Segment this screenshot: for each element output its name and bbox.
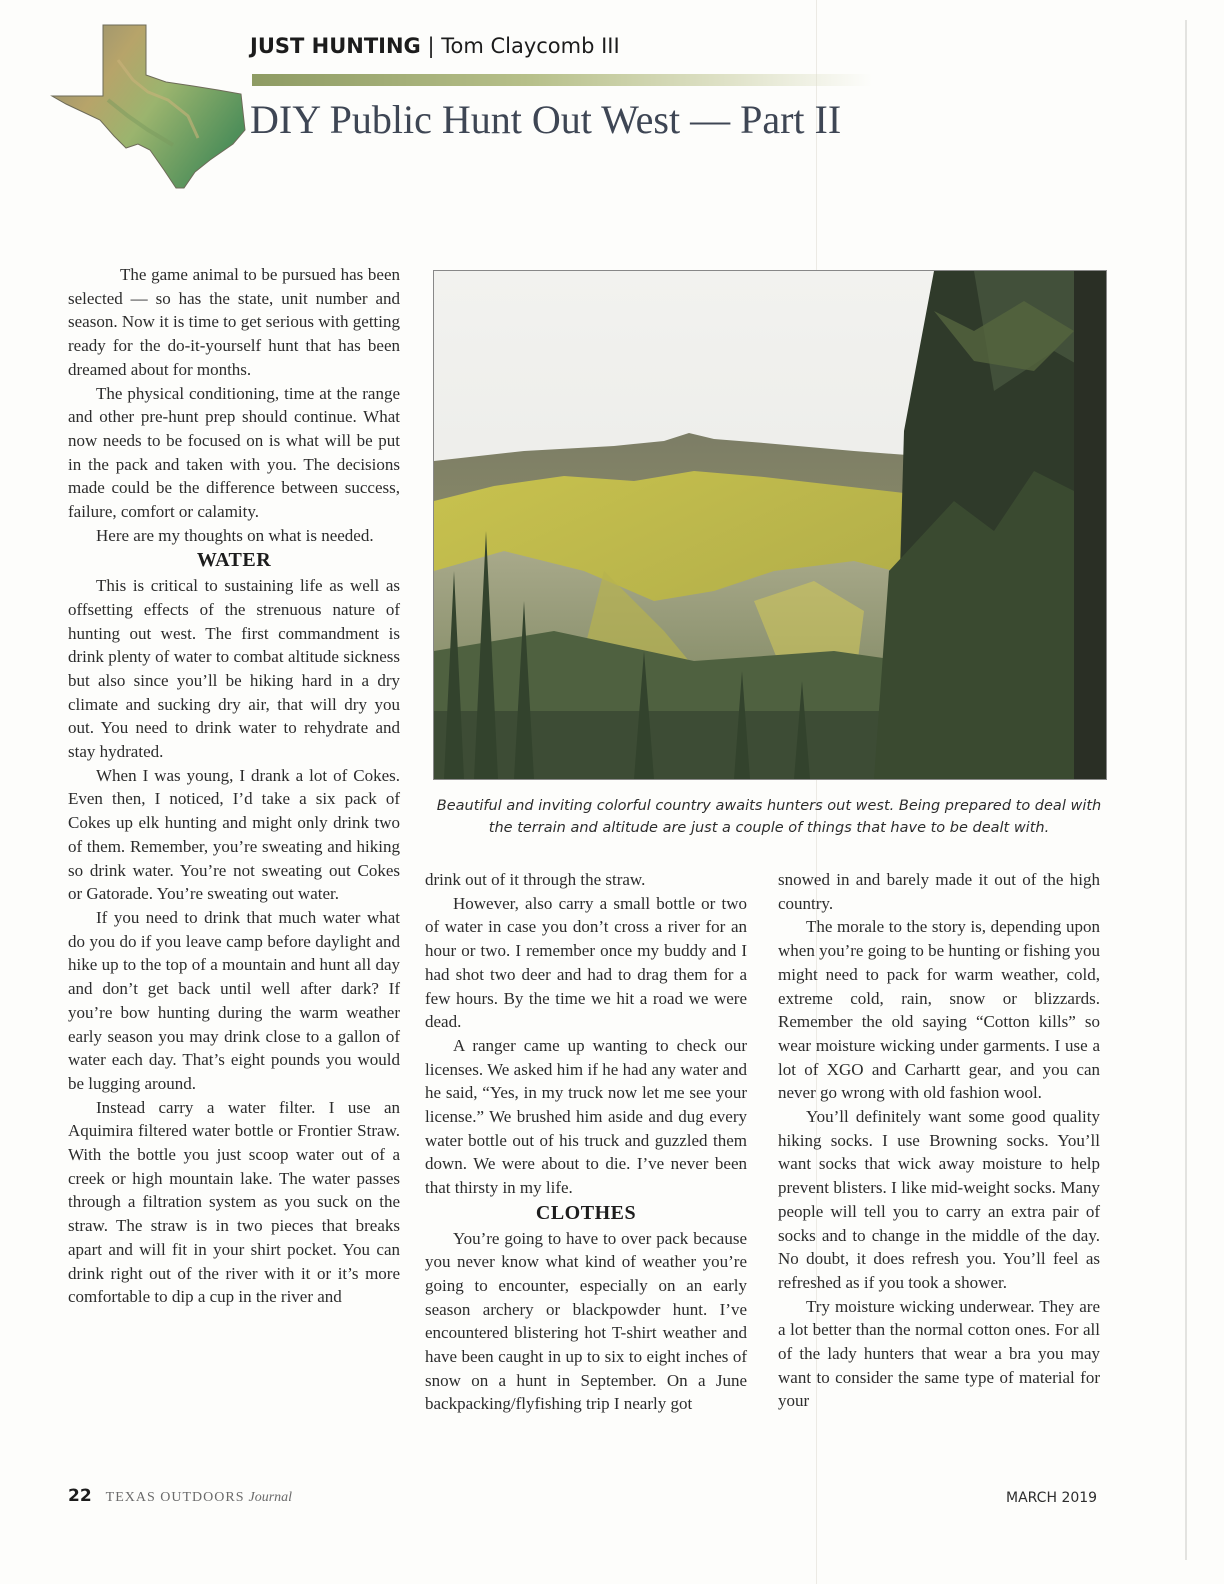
paragraph: The morale to the story is, depending upon when you’re going to be hunting or fishing you might need to pack for warm weather, cold, extreme cold, rain, snow or blizzards. Remember the old saying “Cotton kills” so wear moisture wicking under garments. I use a lot of XGO and Carhartt gear, and you can never go wrong with old fashion wool. — [778, 917, 1101, 1103]
paragraph: Try moisture wicking underwear. They are a lot better than the normal cotton ones. For all of the lady hunters that wear a bra you may want to consider the same type of material for your — [778, 1296, 1100, 1411]
paragraph: The game animal to be pursued has been selected — so has the state, unit number and season. Now it is time to get serious with getting ready for the do-it-yourself hunt that has been dreamed about for months. — [68, 265, 400, 379]
section-header — [250, 34, 620, 58]
publication-journal: Journal — [248, 1490, 293, 1505]
paragraph: You’ll definitely want some good quality hiking socks. I use Browning socks. You’ll want socks that wick away moisture to help prevent blisters. I like mid-weight socks. Many people will tell you to carry an extra pair of socks and to change in the middle of the day. No doubt, it does refresh you. You’ll feel as refreshed as if you took a shower. — [778, 1107, 1100, 1292]
subheading-clothes: CLOTHES — [535, 1201, 637, 1224]
paragraph: If you need to drink that much water what do you do if you leave camp before daylight and hike up to the top of a mountain and hunt all day and don’t get back until well after dark? If you’re bow hunting during the warm weather early season you may drink close to a gallon of water each day. That’s eight pounds you would be lugging around. — [68, 907, 400, 1093]
title-rule — [252, 74, 872, 86]
paragraph: This is critical to sustaining life as well as offsetting effects of the strenuous nature of hunting out west. The first commandment is drink plenty of water to combat altitude sickness but also since you’ll be hiking hard in a dry climate and sucking dry air, that will dry you out. You need to drink water to rehydrate and stay hydrated. — [68, 576, 400, 762]
paragraph: A ranger came up wanting to check our licenses. We asked him if he had any water and he said, “Yes, in my truck now let me see your license.” We brushed him aside and dug every water bottle out of his truck and guzzled them down. We were about to die. I’ve never been that thirsty in my life. — [425, 1035, 747, 1198]
paragraph: snowed in and barely made it out of the high country. — [778, 870, 1100, 913]
article-title: DIY Public Hunt Out West — Part II — [250, 97, 842, 142]
paragraph: You’re going to have to over pack because you never know what kind of weather you’re going to encounter, especially on an early season archery or blackpowder hunt. I’ve encountered blistering hot T-shirt weather and have been caught in up to six to eight inches of snow on a hunt in September. On a June backpacking/flyfishing trip I nearly got — [425, 1228, 747, 1414]
paragraph: Instead carry a water filter. I use an Aquimira filtered water bottle or Frontier Straw. With the bottle you just scoop water out of a creek or high mountain lake. The water passes through a filtration system as you suck on the straw. The straw is in two pieces that breaks apart and will fit in your shirt pocket. You can drink right out of the river with it or it’s more comfortable to dip a cup in the river and — [68, 1097, 400, 1307]
paragraph: drink out of it through the straw. — [425, 870, 646, 889]
article-column-1 — [68, 263, 400, 1309]
article-column-3 — [778, 868, 1100, 1413]
article-column-2 — [425, 868, 747, 1416]
paragraph: The physical conditioning, time at the range and other pre-hunt prep should continue. What now needs to be focused on is what will be put in the pack and taken with you. The decisions made could be the difference between success, failure, comfort or calamity. — [68, 383, 400, 522]
publication-name: TEXAS OUTDOORS — [105, 1490, 245, 1505]
photo-caption: Beautiful and inviting colorful country awaits hunters out west. Being prepared to deal with the terrain and altitude are just a couple of things that have to be dealt with. — [436, 798, 1102, 836]
texas-map-logo — [48, 20, 258, 195]
paragraph: When I was young, I drank a lot of Cokes. Even then, I noticed, I’d take a six pack of Cokes up elk hunting and might only drink two of them. Remember, you’re sweating and hiking so drink water. You’re not sweating out Cokes or Gatorade. You’re sweating out water. — [68, 765, 400, 904]
section-name: JUST HUNTING — [250, 34, 421, 58]
landscape-photo — [433, 270, 1107, 780]
paragraph: Here are my thoughts on what is needed. — [96, 525, 374, 545]
scan-edge-line — [1185, 20, 1187, 1560]
page-number: 22 — [68, 1486, 92, 1506]
subheading-water: WATER — [196, 549, 272, 572]
paragraph: However, also carry a small bottle or two of water in case you don’t cross a river for an hour or two. I remember once my buddy and I had shot two deer and had to drag them for a few hours. By the time we hit a road we were dead. — [425, 893, 747, 1032]
issue-date: MARCH 2019 — [1006, 1490, 1098, 1506]
page-footer — [68, 1486, 292, 1506]
author-name: | Tom Claycomb III — [427, 34, 620, 58]
